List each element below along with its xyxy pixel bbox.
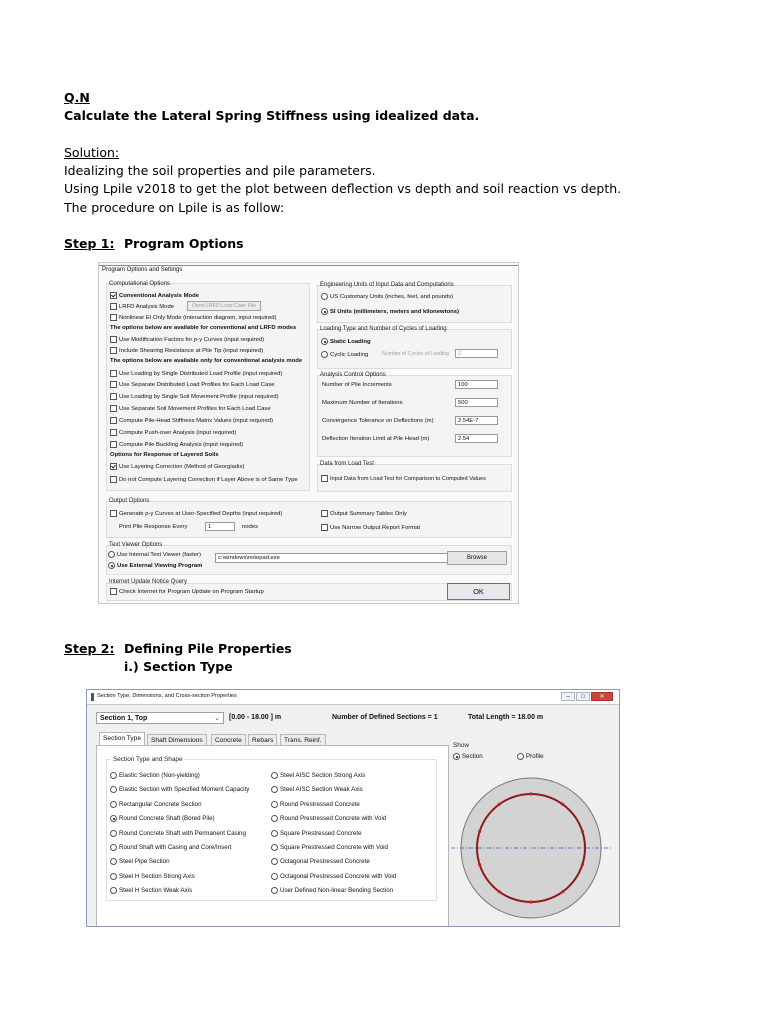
checkbox[interactable] — [110, 441, 117, 448]
radio[interactable] — [271, 801, 278, 808]
section-range: [0.00 - 18.00 ] m — [229, 714, 282, 721]
radio[interactable] — [321, 308, 328, 315]
conventional-options-header: The options below are available only for conventional analysis mode — [110, 358, 303, 364]
section-type-option[interactable]: Octagonal Prestressed Concrete — [271, 858, 370, 865]
radio[interactable] — [271, 772, 278, 779]
question-number: Q.N — [64, 90, 90, 105]
dialog-title: Program Options and Settings — [102, 267, 183, 273]
radio[interactable] — [271, 887, 278, 894]
buckling-analysis-option[interactable]: Compute Pile Buckling Analysis (input required) — [110, 441, 243, 448]
increments-label: Number of Pile Increments — [322, 382, 392, 388]
radio[interactable] — [517, 753, 524, 760]
radio[interactable] — [108, 551, 115, 558]
layering-correction-option[interactable]: Use Layering Correction (Method of Georgiadis) — [110, 463, 244, 470]
cross-section-drawing — [451, 764, 611, 927]
viewer-path-input[interactable]: c:\windows\notepad.exe — [215, 553, 455, 563]
solution-line-2: Using Lpile v2018 to get the plot between deflection vs depth and soil reaction vs depth. — [64, 181, 622, 196]
narrow-report-option[interactable]: Use Narrow Output Report Format — [321, 524, 420, 531]
text-viewer-label: Text Viewer Options — [109, 542, 163, 548]
no-layering-correction-option[interactable]: Do not Compute Layering Correction if Layer Above is of Same Type — [110, 476, 298, 483]
title-bar — [87, 690, 619, 705]
number-of-sections: Number of Defined Sections = 1 — [332, 714, 438, 721]
tolerance-input[interactable]: 2.54E-7 — [455, 416, 498, 425]
rebar-dot — [498, 803, 501, 806]
checkbox[interactable] — [321, 524, 328, 531]
pushover-analysis-option[interactable]: Compute Push-over Analysis (input required) — [110, 429, 236, 436]
section-type-option[interactable]: Steel H Section Weak Axis — [110, 887, 192, 894]
radio[interactable] — [271, 844, 278, 851]
section-type-option[interactable]: User Defined Non-linear Bending Section — [271, 887, 393, 894]
load-test-option[interactable]: Input Data from Load Test for Comparison to Computed Values — [321, 475, 486, 482]
cycles-label: Number of Cycles of Loading — [382, 351, 449, 357]
single-soil-movement-option[interactable]: Use Loading by Single Soil Movement Profile (input required) — [110, 393, 278, 400]
checkbox[interactable] — [110, 510, 117, 517]
checkbox[interactable] — [110, 429, 117, 436]
rebar-dot — [561, 890, 564, 893]
step2-label: Step 2: — [64, 641, 115, 656]
radio[interactable] — [108, 562, 115, 569]
show-profile-option[interactable]: Profile — [517, 753, 544, 760]
loading-label: Loading Type and Number of Cycles of Loading — [320, 326, 447, 332]
separate-distributed-load-option[interactable]: Use Separate Distributed Load Profiles for Each Load Case — [110, 381, 275, 388]
radio[interactable] — [453, 753, 460, 760]
tab-concrete[interactable]: Concrete — [211, 734, 246, 746]
iterations-input[interactable]: 500 — [455, 398, 498, 407]
print-response-input[interactable]: 1 — [205, 522, 235, 531]
step1-title: Program Options — [124, 236, 244, 251]
checkbox[interactable] — [110, 370, 117, 377]
section-type-option[interactable]: Round Prestressed Concrete with Void — [271, 815, 386, 822]
tab-section-type[interactable]: Section Type — [99, 732, 145, 746]
section-select[interactable]: Section 1, Top ⌄ — [96, 712, 224, 724]
ok-button[interactable]: OK — [447, 583, 510, 600]
show-panel — [451, 740, 611, 926]
rebar-dot — [529, 900, 532, 903]
section-type-option[interactable]: Elastic Section (Non-yielding) — [110, 772, 200, 779]
radio[interactable] — [271, 830, 278, 837]
external-viewer-option[interactable]: Use External Viewing Program — [108, 562, 202, 569]
checkbox[interactable] — [110, 476, 117, 483]
show-section-option[interactable]: Section — [453, 753, 483, 760]
radio[interactable] — [110, 815, 117, 822]
section-type-option[interactable]: Elastic Section with Specified Moment Capacity — [110, 786, 249, 793]
rebar-dot — [529, 792, 532, 795]
step2-title: Defining Pile Properties — [124, 641, 292, 656]
analysis-control-label: Analysis Control Options — [320, 372, 386, 378]
solution-heading: Solution: — [64, 145, 120, 160]
step1-label: Step 1: — [64, 236, 115, 251]
section-type-option[interactable]: Steel AISC Section Strong Axis — [271, 772, 365, 779]
iteration-limit-label: Deflection Iteration Limit at Pile Head (m) — [322, 436, 430, 442]
checkbox[interactable] — [110, 292, 117, 299]
question-text: Calculate the Lateral Spring Stiffness using idealized data. — [64, 108, 480, 123]
radio[interactable] — [110, 830, 117, 837]
checkbox[interactable] — [110, 393, 117, 400]
section-type-option[interactable]: Square Prestressed Concrete — [271, 830, 362, 837]
conventional-mode-option[interactable]: Conventional Analysis Mode — [110, 292, 199, 299]
tolerance-label: Convergence Tolerance on Deflections (m) — [322, 418, 434, 424]
output-options-group — [106, 501, 512, 538]
total-length: Total Length = 18.00 m — [468, 714, 544, 721]
checkbox[interactable] — [110, 417, 117, 424]
checkbox[interactable] — [110, 314, 117, 321]
radio[interactable] — [271, 858, 278, 865]
checkbox[interactable] — [321, 510, 328, 517]
radio[interactable] — [321, 351, 328, 358]
generate-py-curves-option[interactable]: Generate p-y Curves at User-Specified Depths (input required) — [110, 510, 282, 517]
section-type-group-label: Section Type and Shape — [113, 756, 183, 763]
iteration-limit-input[interactable]: 2.54 — [455, 434, 498, 443]
radio[interactable] — [110, 786, 117, 793]
section-type-option[interactable]: Steel AISC Section Weak Axis — [271, 786, 363, 793]
layered-soils-header: Options for Response of Layered Soils — [110, 452, 219, 458]
radio[interactable] — [110, 873, 117, 880]
tab-trans-reinf[interactable]: Trans. Reinf. — [280, 734, 326, 746]
tab-rebars[interactable]: Rebars — [248, 734, 277, 746]
maximize-icon[interactable]: □ — [576, 692, 590, 701]
minimize-icon[interactable]: – — [561, 692, 575, 701]
section-type-option[interactable]: Round Concrete Shaft (Bored Pile) — [110, 815, 215, 822]
cycles-input[interactable]: 2 — [455, 349, 498, 358]
separate-soil-movement-option[interactable]: Use Separate Soil Movement Profiles for Each Load Case — [110, 405, 271, 412]
step2-subtitle: i.) Section Type — [124, 659, 233, 674]
show-label: Show — [453, 742, 469, 749]
section-type-option[interactable]: Steel Pipe Section — [110, 858, 170, 865]
checkbox[interactable] — [110, 303, 117, 310]
rebar-dot — [498, 890, 501, 893]
section-type-option[interactable]: Round Prestressed Concrete — [271, 801, 360, 808]
section-type-option[interactable]: Rectangular Concrete Section — [110, 801, 202, 808]
checkbox[interactable] — [110, 463, 117, 470]
update-notice-label: Internet Update Notice Query — [109, 579, 188, 585]
radio[interactable] — [110, 772, 117, 779]
shearing-resistance-option[interactable]: Include Shearing Resistance at Pile Tip (input required) — [110, 347, 263, 354]
internal-viewer-option[interactable]: Use Internal Text Viewer (faster) — [108, 551, 201, 558]
section-type-option[interactable]: Octagonal Prestressed Concrete with Void — [271, 873, 396, 880]
solution-line-1: Idealizing the soil properties and pile parameters. — [64, 163, 376, 178]
section-type-dialog — [86, 689, 620, 927]
single-distributed-load-option[interactable]: Use Loading by Single Distributed Load Profile (input required) — [110, 370, 282, 377]
app-icon — [90, 693, 95, 701]
summary-tables-option[interactable]: Output Summary Tables Only — [321, 510, 407, 517]
rebar-dot — [478, 830, 481, 833]
section-type-option[interactable]: Square Prestressed Concrete with Void — [271, 844, 388, 851]
checkbox[interactable] — [110, 405, 117, 412]
computational-options-label: Computational Options — [109, 281, 171, 287]
units-group — [317, 285, 512, 323]
browse-button[interactable]: Browse — [447, 551, 507, 565]
radio[interactable] — [271, 873, 278, 880]
radio[interactable] — [110, 801, 117, 808]
radio[interactable] — [321, 338, 328, 345]
pile-head-stiffness-option[interactable]: Compute Pile-Head Stiffness Matrix Values (input required) — [110, 417, 273, 424]
radio[interactable] — [321, 293, 328, 300]
section-type-option[interactable]: Round Concrete Shaft with Permanent Casing — [110, 830, 246, 837]
title-divider — [99, 265, 518, 266]
section-type-option[interactable]: Steel H Section Strong Axis — [110, 873, 195, 880]
print-response-label: Print Pile Response Every — [119, 524, 188, 530]
rebar-dot — [581, 830, 584, 833]
lrfd-options-header: The options below are available for conventional and LRFD modes — [110, 325, 297, 331]
radio[interactable] — [110, 887, 117, 894]
output-options-label: Output Options — [109, 498, 150, 504]
close-icon[interactable]: ✕ — [591, 692, 613, 701]
units-label: Engineering Units of Input Data and Computations — [320, 282, 454, 288]
radio[interactable] — [110, 844, 117, 851]
checkbox[interactable] — [110, 588, 117, 595]
checkbox[interactable] — [110, 336, 117, 343]
checkbox[interactable] — [110, 381, 117, 388]
chevron-down-icon: ⌄ — [214, 715, 220, 722]
nonlinear-ei-option[interactable]: Nonlinear EI Only Mode (interaction diagram, input required) — [110, 314, 277, 321]
radio[interactable] — [271, 786, 278, 793]
rebar-dot — [561, 803, 564, 806]
radio[interactable] — [271, 815, 278, 822]
rebar-dot — [478, 863, 481, 866]
solution-line-3: The procedure on Lpile is as follow: — [64, 200, 285, 215]
cyclic-loading-option[interactable]: Cyclic Loading — [321, 351, 368, 358]
rebar-dot — [581, 863, 584, 866]
us-units-option[interactable]: US Customary Units (inches, feet, and pounds) — [321, 293, 453, 300]
nodes-label: nodes — [242, 524, 259, 530]
static-loading-option[interactable]: Static Loading — [321, 338, 371, 345]
lrfd-mode-option[interactable]: LRFD Analysis Mode — [110, 303, 174, 310]
program-options-dialog — [98, 262, 519, 604]
checkbox[interactable] — [110, 347, 117, 354]
iterations-label: Maximum Number of Iterations — [322, 400, 403, 406]
check-update-option[interactable]: Check Internet for Program Update on Program Startup — [110, 588, 264, 595]
modification-factors-option[interactable]: Use Modification Factors for p-y Curves (input required) — [110, 336, 264, 343]
open-lrfd-button[interactable]: Open LRFD Load Case File — [187, 301, 261, 311]
section-type-option[interactable]: Round Shaft with Casing and Core/Insert — [110, 844, 231, 851]
checkbox[interactable] — [321, 475, 328, 482]
si-units-option[interactable]: SI Units (millimeters, meters and kilonewtons) — [321, 308, 459, 315]
increments-input[interactable]: 100 — [455, 380, 498, 389]
load-test-label: Data from Load Test — [320, 461, 374, 467]
dialog-title: Section Type, Dimensions, and Cross-section Properties — [97, 693, 237, 699]
radio[interactable] — [110, 858, 117, 865]
tab-shaft-dimensions[interactable]: Shaft Dimensions — [147, 734, 207, 746]
